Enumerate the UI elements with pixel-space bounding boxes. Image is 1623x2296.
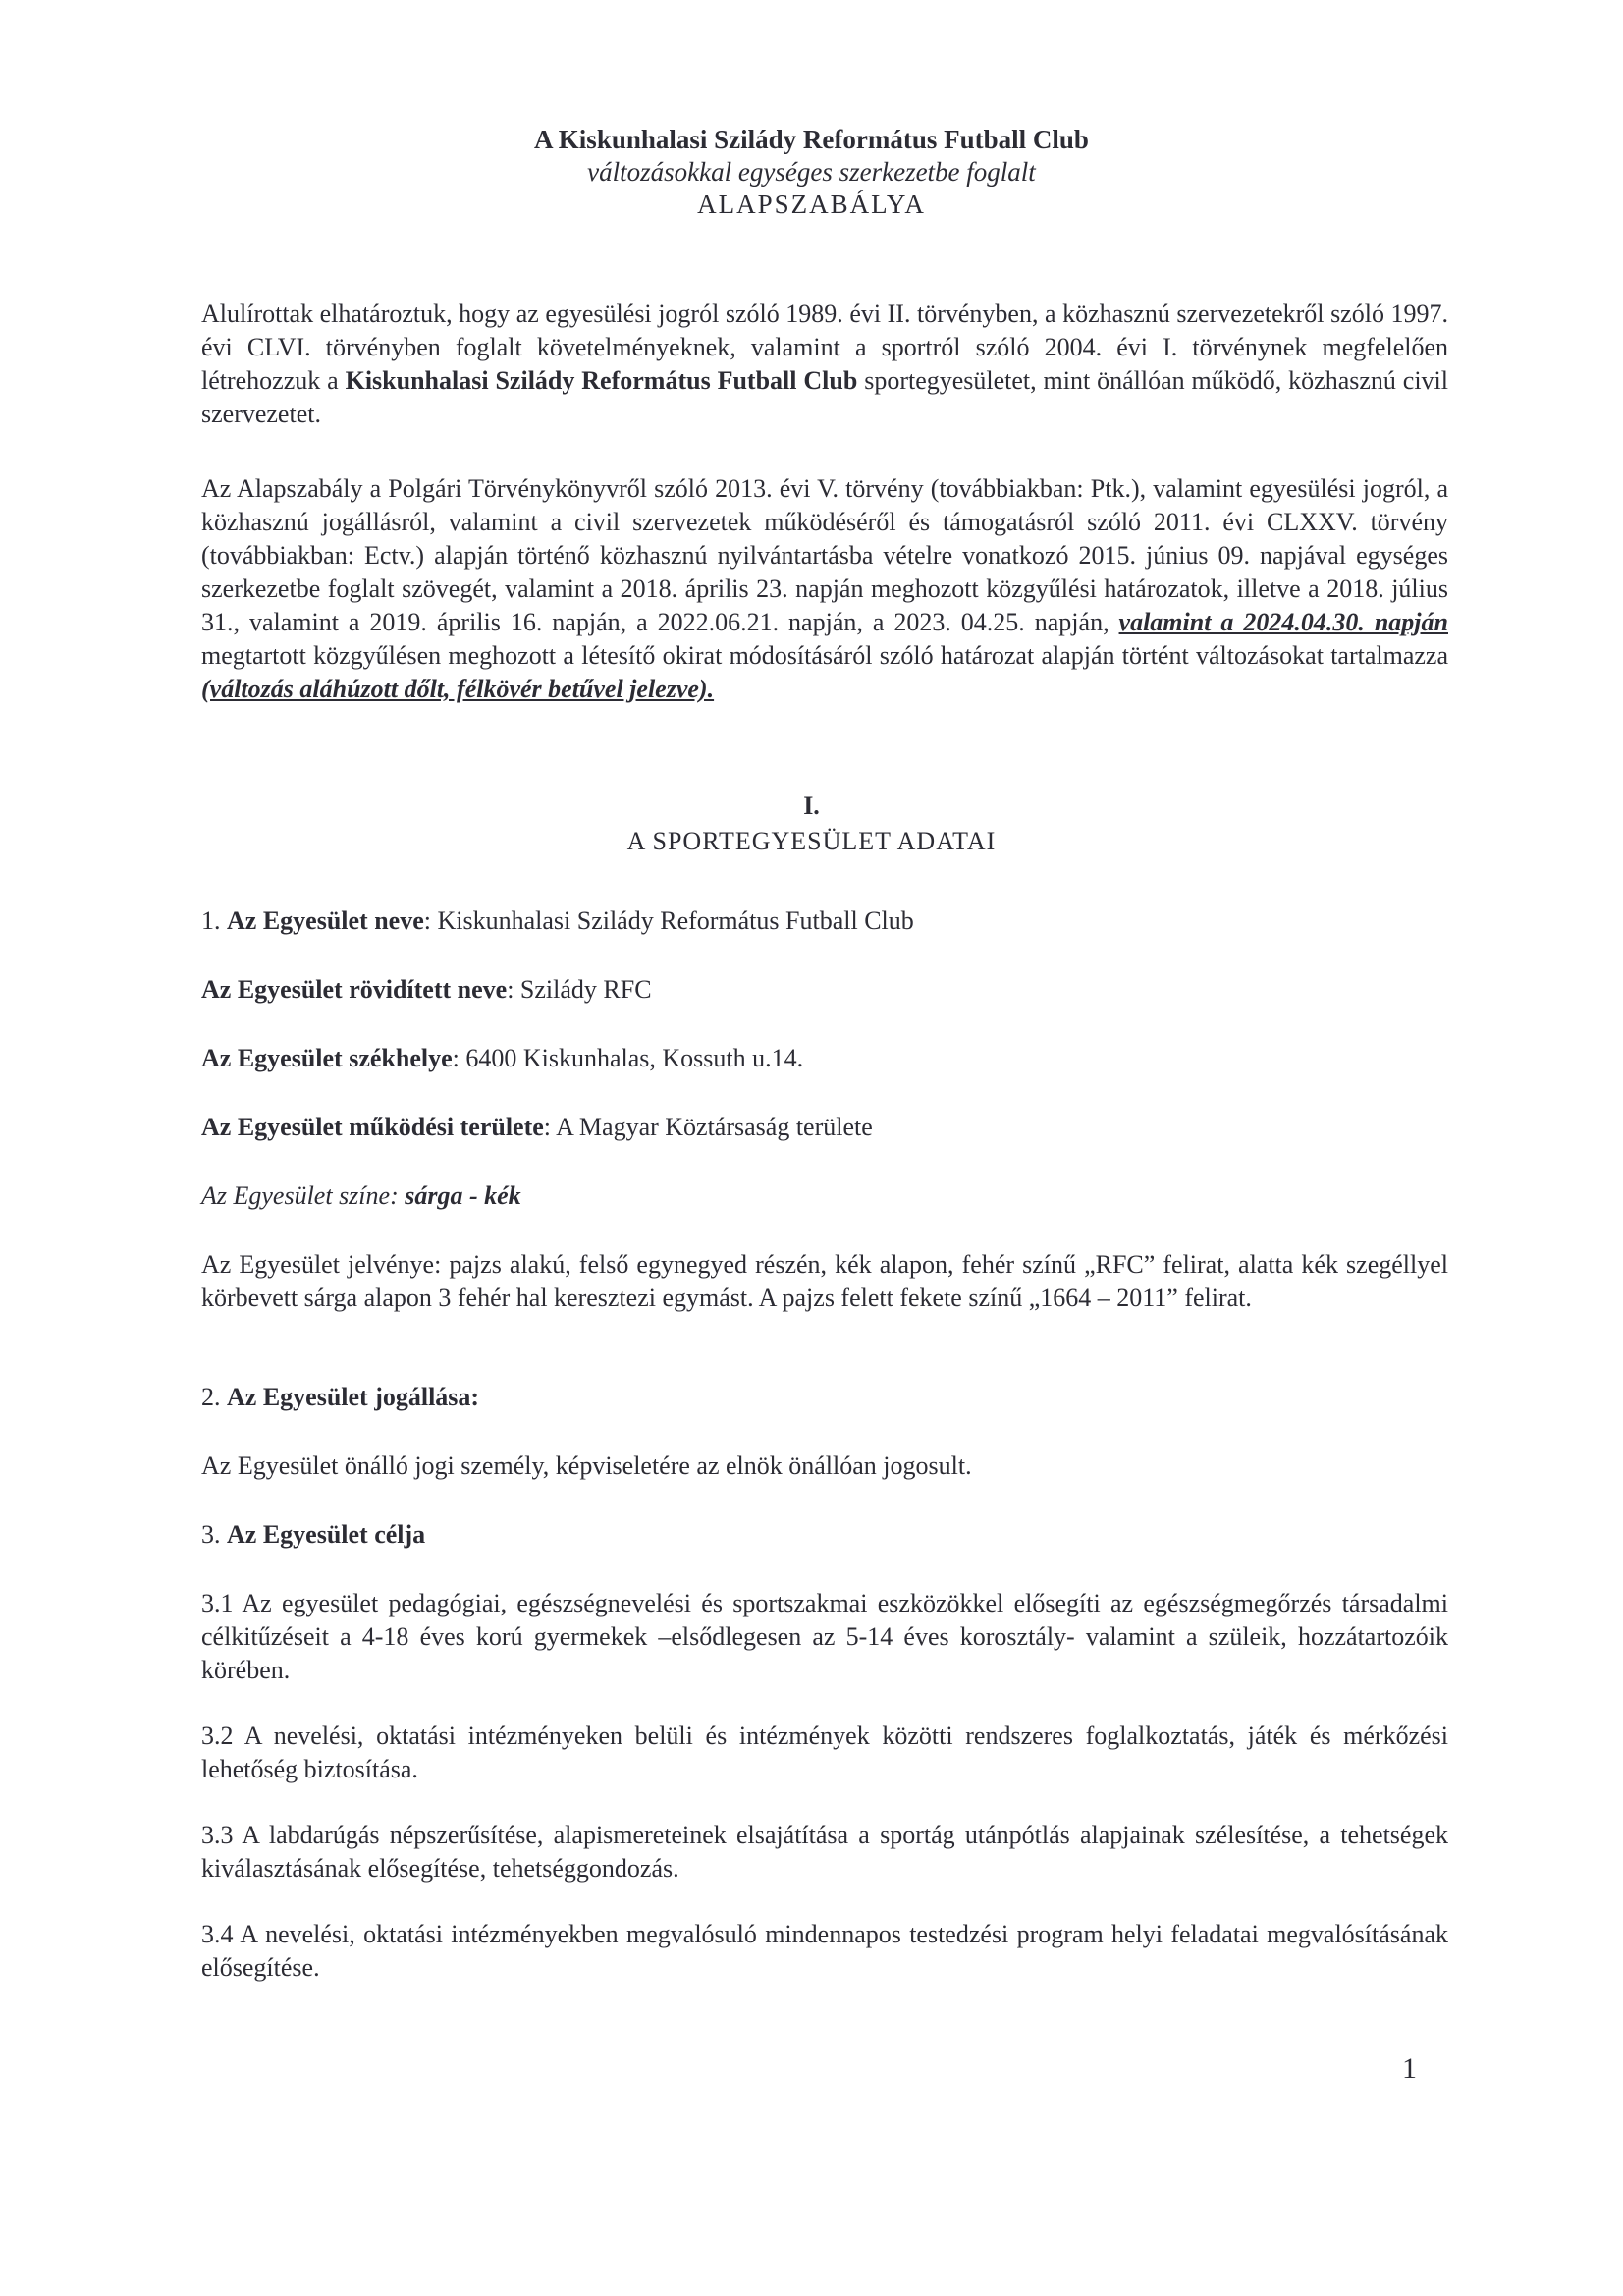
field-area-value: : A Magyar Köztársaság területe (543, 1113, 873, 1141)
field-name-value: : Kiskunhalasi Szilády Református Futball Club (423, 906, 914, 935)
intro1-text-after: sportegyesületet, mint önállóan működő, közhasznú civil szervezetet. (201, 366, 1448, 428)
field-name-label: Az Egyesület neve (227, 906, 424, 935)
intro2-text-middle: megtartott közgyűlésen meghozott a létesítő okirat módosításáról szóló határozat alapján történt változásokat tartalmazza (201, 641, 1448, 670)
field-name-number: 1. (201, 906, 227, 935)
section-2-heading (201, 1381, 1448, 1414)
document-header (0, 124, 1623, 221)
page-number: 1 (1402, 2052, 1417, 2085)
field-short-name (201, 973, 1448, 1007)
field-area (201, 1111, 1448, 1144)
field-short-value: : Szilády RFC (507, 975, 652, 1004)
section-1-number: I. (803, 792, 820, 820)
field-seat (201, 1042, 1448, 1075)
section-3-paragraph-4: 3.4 A nevelési, oktatási intézményekben megvalósuló mindennapos testedzési program helyi feladatai megvalósításának elősegítése. (201, 1920, 1448, 1982)
field-color-label: Az Egyesület színe: (201, 1181, 406, 1210)
section-3-number: 3. (201, 1520, 227, 1549)
field-color-value: sárga - kék (405, 1181, 521, 1210)
section-2-number: 2. (201, 1383, 227, 1411)
field-area-label: Az Egyesület működési területe (201, 1113, 544, 1141)
section-3-paragraph-3: 3.3 A labdarúgás népszerűsítése, alapismereteinek elsajátítása a sportág utánpótlás alapjainak szélesítése, a tehetségek kiválasztásának elősegítése, tehetséggondozás. (201, 1821, 1448, 1883)
section-3-paragraph-2: 3.2 A nevelési, oktatási intézményeken belüli és intézmények közötti rendszeres foglalkoztatás, játék és mérkőzési lehetőség biztosítása. (201, 1722, 1448, 1783)
section-2-title: Az Egyesület jogállása: (227, 1383, 480, 1411)
section-3-paragraph-1: 3.1 Az egyesület pedagógiai, egészségnevelési és sportszakmai eszközökkel elősegíti az egészségmegőrzés társadalmi célkitűzéseit a 4-18 éves korú gyermekek –elsődlegesen az 5-14 éves korosztály- valamint a szüleik, hozzátartozóik körében. (201, 1589, 1448, 1684)
section-1-title: A SPORTEGYESÜLET ADATAI (626, 827, 997, 855)
field-name (201, 904, 1448, 938)
field-emblem: Az Egyesület jelvénye: pajzs alakú, felső egynegyed részén, kék alapon, fehér színű „RFC” felirat, alatta kék szegéllyel körbevett sárga alapon 3 fehér hal keresztezi egymást. A pajzs felett fekete színű „1664 – 2011” felirat. (201, 1250, 1448, 1312)
header-line-3: ALAPSZABÁLYA (697, 190, 926, 219)
intro2-text-before: Az Alapszabály a Polgári Törvénykönyvről szóló 2013. évi V. törvény (továbbiakban: Ptk.), valamint egyesülési jogról, a közhasznú jogállásról, valamint a civil szervezetek működéséről és támogatásról szóló 2011. évi CLXXV. törvény (továbbiakban: Ectv.) alapján történő közhasznú nyilvántartásba vételre vonatkozó 2015. június 09. napjával egységes szerkezetbe foglalt szövegét, valamint a 2018. április 23. napján meghozott közgyűlési határozatok, illetve a 2018. július 31., valamint a 2019. április 16. napján, a 2022.06.21. napján, a 2023. 04.25. napján, (201, 474, 1448, 636)
intro-paragraph-1 (201, 298, 1448, 431)
field-seat-label: Az Egyesület székhelye (201, 1044, 453, 1072)
field-short-label: Az Egyesület rövidített neve (201, 975, 508, 1004)
field-color (201, 1179, 1448, 1213)
section-1-heading (0, 789, 1623, 859)
section-2-text: Az Egyesület önálló jogi személy, képviseletére az elnök önállóan jogosult. (201, 1451, 972, 1480)
intro2-change-note: (változás aláhúzott dőlt, félkövér betűvel jelezve). (201, 675, 715, 703)
section-3-title: Az Egyesület célja (227, 1520, 426, 1549)
intro-paragraph-2 (201, 472, 1448, 706)
header-line-2: változásokkal egységes szerkezetbe foglalt (587, 157, 1036, 187)
header-line-1: A Kiskunhalasi Szilády Református Futball Club (534, 125, 1089, 154)
section-3-heading (201, 1518, 1448, 1552)
intro2-change-text: valamint a 2024.04.30. napján (1118, 608, 1448, 636)
field-seat-value: : 6400 Kiskunhalas, Kossuth u.14. (452, 1044, 804, 1072)
intro1-text-before: Alulírottak elhatároztuk, hogy az egyesülési jogról szóló 1989. évi II. törvényben, a közhasznú szervezetekről szóló 1997. évi CLVI. törvényben foglalt követelményeknek, valamint a sportról szóló 2004. évi I. törvénynek megfelelően létrehozzuk a (201, 300, 1448, 395)
intro1-club-name: Kiskunhalasi Szilády Református Futball Club (345, 366, 858, 395)
